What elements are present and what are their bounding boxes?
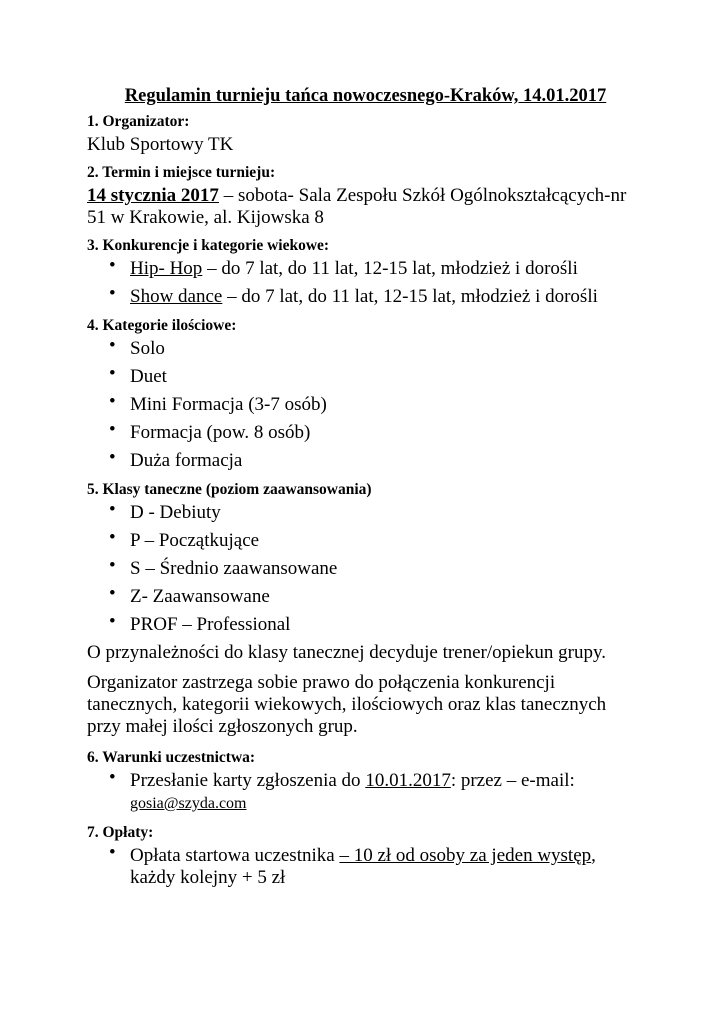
competition-name: Show dance xyxy=(130,286,223,307)
bullet-icon: • xyxy=(109,527,116,548)
tournament-date: 14 stycznia 2017 xyxy=(87,185,219,206)
bullet-icon: • xyxy=(109,391,116,412)
list-item-text: Duet xyxy=(130,366,167,387)
venue-text: – sobota- Sala Zespołu Szkół Ogólnokształcących-nr 51 w Krakowie, al. Kijowska 8 xyxy=(87,185,627,228)
registration-deadline: 10.01.2017 xyxy=(365,770,451,791)
section-4-heading: 4. Kategorie ilościowe: xyxy=(87,317,237,334)
list-item-text: S – Średnio zaawansowane xyxy=(130,558,338,579)
list-item xyxy=(87,255,634,280)
section-6-heading: 6. Warunki uczestnictwa: xyxy=(87,749,256,766)
participation-list xyxy=(87,767,634,815)
list-item xyxy=(87,583,634,608)
list-item-text: P – Początkujące xyxy=(130,530,260,551)
bullet-icon: • xyxy=(109,583,116,604)
list-item xyxy=(87,391,634,416)
section-7-heading: 7. Opłaty: xyxy=(87,824,154,841)
bullet-icon: • xyxy=(109,363,116,384)
bullet-icon: • xyxy=(109,842,116,863)
list-item-text: PROF – Professional xyxy=(130,614,291,635)
list-item xyxy=(87,767,634,815)
bullet-icon: • xyxy=(109,611,116,632)
list-item xyxy=(87,447,634,472)
class-decision-note: O przynależności do klasy tanecznej decyduje trener/opiekun grupy. xyxy=(87,642,606,663)
list-item-text: Duża formacja xyxy=(130,450,243,471)
document-title: Regulamin turnieju tańca nowoczesnego-Kraków, 14.01.2017 xyxy=(124,86,607,106)
list-item xyxy=(87,555,634,580)
section-1-heading: 1. Organizator: xyxy=(87,113,190,130)
bullet-icon: • xyxy=(109,447,116,468)
list-item xyxy=(87,335,634,360)
bullet-icon: • xyxy=(109,335,116,356)
organizer-reservation-note: Organizator zastrzega sobie prawo do połączenia konkurencji tanecznych, kategorii wiekowych, ilościowych oraz klas tanecznych przy małej ilości zgłoszonych grup. xyxy=(87,672,607,737)
list-item xyxy=(87,611,634,636)
quantity-categories-list xyxy=(87,335,634,472)
registration-text-end: : przez – e-mail: xyxy=(450,770,575,791)
competition-ages: – do 7 lat, do 11 lat, 12-15 lat, młodzież i dorośli xyxy=(202,258,578,279)
fee-text-end: , każdy kolejny + 5 zł xyxy=(130,845,596,888)
list-item-text: Formacja (pow. 8 osób) xyxy=(130,422,311,443)
dance-classes-list xyxy=(87,499,634,636)
date-place-text xyxy=(87,185,634,229)
list-item xyxy=(87,283,634,308)
bullet-icon: • xyxy=(109,767,116,788)
email-link[interactable]: gosia@szyda.com xyxy=(130,795,247,812)
fee-amount: – 10 zł od osoby za jeden występ xyxy=(339,845,592,866)
bullet-icon: • xyxy=(109,419,116,440)
section-5-heading: 5. Klasy taneczne (poziom zaawansowania) xyxy=(87,481,372,498)
competition-name: Hip- Hop xyxy=(130,258,203,279)
list-item xyxy=(87,499,634,524)
list-item xyxy=(87,842,634,889)
bullet-icon: • xyxy=(109,499,116,520)
bullet-icon: • xyxy=(109,555,116,576)
section-3-heading: 3. Konkurencje i kategorie wiekowe: xyxy=(87,237,330,254)
organizer-name: Klub Sportowy TK xyxy=(87,134,234,155)
registration-text: Przesłanie karty zgłoszenia do xyxy=(130,770,366,791)
competition-ages: – do 7 lat, do 11 lat, 12-15 lat, młodzież i dorośli xyxy=(222,286,598,307)
list-item-text: Mini Formacja (3-7 osób) xyxy=(130,394,327,415)
list-item xyxy=(87,527,634,552)
bullet-icon: • xyxy=(109,283,116,304)
bullet-icon: • xyxy=(109,255,116,276)
list-item-text: D - Debiuty xyxy=(130,502,221,523)
fees-list xyxy=(87,842,634,889)
competitions-list xyxy=(87,255,634,308)
fee-text: Opłata startowa uczestnika xyxy=(130,845,340,866)
list-item-text: Z- Zaawansowane xyxy=(130,586,270,607)
list-item-text: Solo xyxy=(130,338,165,359)
list-item xyxy=(87,419,634,444)
section-2-heading: 2. Termin i miejsce turnieju: xyxy=(87,164,276,181)
list-item xyxy=(87,363,634,388)
